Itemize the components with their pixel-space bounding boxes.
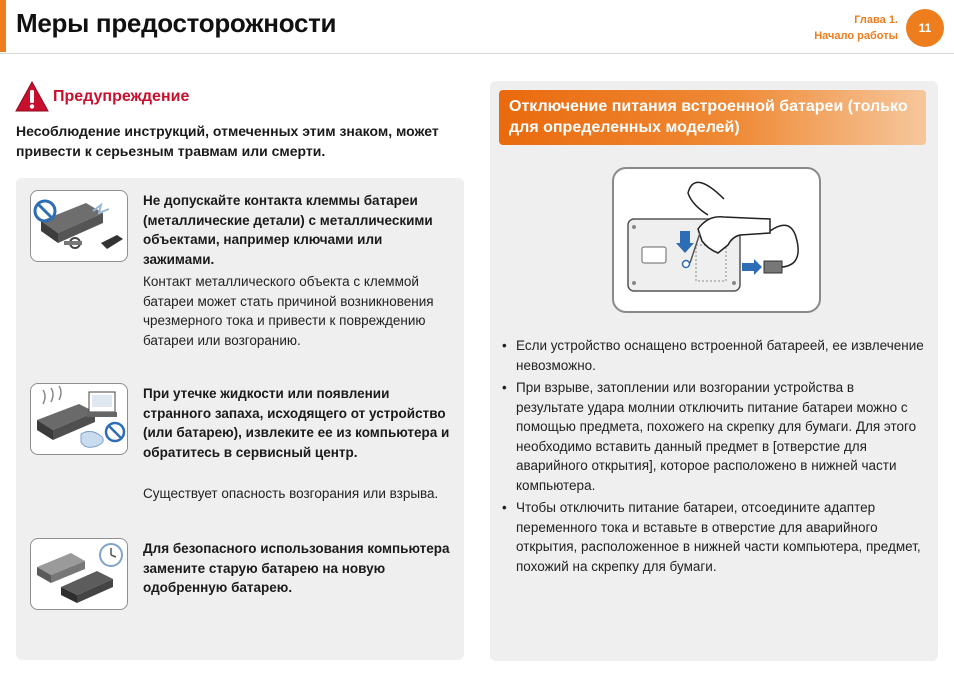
list-item [500,498,925,576]
header-divider [0,53,954,54]
list-item-text: Если устройство оснащено встроенной батареей, ее извлечение невозможно. [516,338,924,373]
bullet-icon: • [502,338,507,353]
chapter-number: Глава 1. [854,14,898,26]
item-2-title: При утечке жидкости или появлении странного запаха, исходящего от устройство (или батарею), извлеките ее из компьютера и обратитесь в сервисный центр. [143,386,450,460]
battery-replacement-image [30,538,128,610]
battery-terminal-metal-contact-image [30,190,128,262]
list-item-text: Чтобы отключить питание батареи, отсоедините адаптер переменного тока и вставьте в отверстие для аварийного открытия, расположенное в нижней части компьютера, предмет, похожий на скрепку для бумаги. [516,500,921,574]
chapter-label [814,12,898,44]
chapter-name: Начало работы [814,30,898,42]
page-number: 11 [918,21,932,35]
battery-leak-service-center-image [30,383,128,455]
bullet-icon: • [502,500,507,515]
warning-text: Несоблюдение инструкций, отмеченных этим знаком, может привести к серьезным травмам или смерти. [16,123,439,159]
item-3-title: Для безопасного использования компьютера замените старую батарею на новую одобренную батарею. [143,541,450,595]
list-item [500,336,925,375]
bullet-icon: • [502,380,507,395]
page-number-badge [906,9,944,47]
header-accent-bar [0,0,6,52]
item-1-title: Не допускайте контакта клеммы батареи (металлические детали) с металлическими объектами, например ключами или зажимами. [143,193,433,267]
laptop-emergency-hole-paperclip-image [612,167,821,313]
list-item [500,378,925,495]
instructions-list [500,336,925,579]
warning-title: Предупреждение [53,88,190,105]
item-2-desc: Существует опасность возгорания или взрыва. [143,486,439,501]
page-title: Меры предосторожности [16,8,337,38]
item-1-desc: Контакт металлического объекта с клеммой батареи может стать причиной возникновения чрезмерного тока и привести к повреждению батареи или возгоранию. [143,274,434,348]
list-item-text: При взрыве, затоплении или возгорании устройства в результате удара молнии отключить питание батареи можно с помощью предмета, похожего на скрепку для бумаги. Для этого необходимо вставить данный предмет в [отверстие для аварийного открытия], которое расположено в нижней части компьютера. [516,380,917,493]
section-banner-title: Отключение питания встроенной батареи (только для определенных моделей) [509,98,908,136]
warning-triangle-icon [15,81,49,112]
